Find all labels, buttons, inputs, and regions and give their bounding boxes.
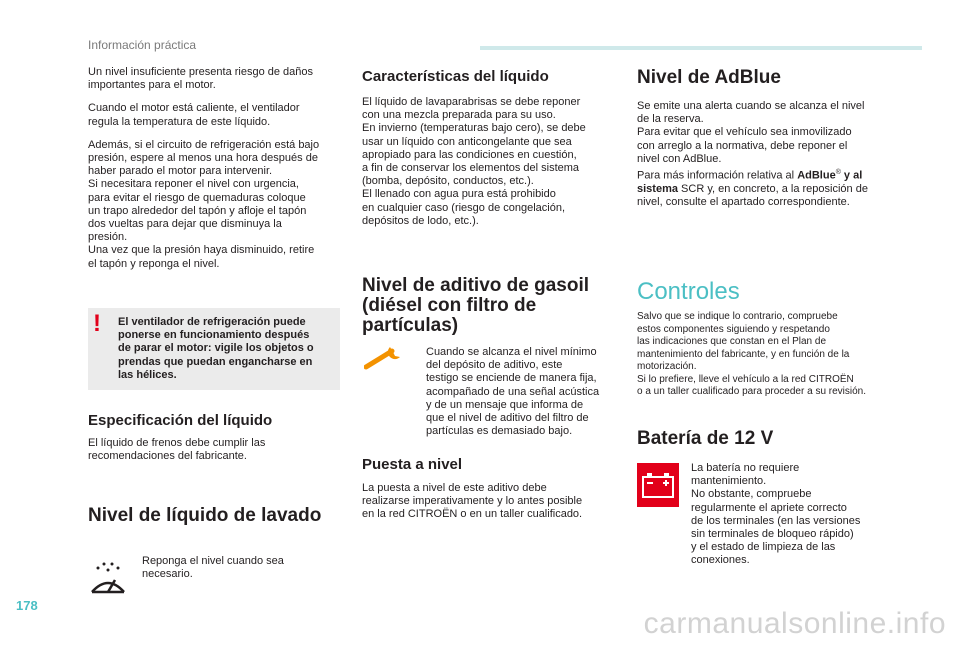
adblue-text-a: Se emite una alerta cuando se alcanza el nivel de la reserva. Para evitar que el vehículo sea inmovilizado con arreglo a la normativa, debe reponer el nivel con AdBlue. Para más información relativa al [637, 100, 865, 182]
adblue-text-b: SCR y, en concreto, a la reposición de nivel, consulte el apartado correspondiente. [637, 182, 868, 209]
battery-heading: Batería de 12 V [637, 428, 774, 449]
header-bar [480, 46, 922, 50]
additive-text: Cuando se alcanza el nivel mínimo del depósito de aditivo, este testigo se enciende de manera fija, acompañado de una señal acústica y de un mensaje que informa de que el nivel de aditivo del filtro de partículas es demasiado bajo. [426, 346, 600, 438]
watermark: carmanualsonline.info [643, 607, 946, 640]
paragraph-fan: Cuando el motor está caliente, el ventilador regula la temperatura de este líquido. [88, 102, 300, 128]
additive-heading: Nivel de aditivo de gasoil (diésel con filtro de partículas) [362, 275, 590, 336]
wash-text: Reponga el nivel cuando sea necesario. [142, 555, 284, 581]
characteristics-text: El líquido de lavaparabrisas se debe reponer con una mezcla preparada para su uso. En invierno (temperaturas bajo cero), se debe usar un líquido con anticongelante que sea apropiado para las condiciones en cuestión, a fin de conservar los elementos del sistema (bomba, depósito, conductos, etc.). El llenado con agua pura está prohibido en cualquier caso (riesgo de congelación, depósitos de lodo, etc.). [362, 96, 586, 227]
adblue-heading: Nivel de AdBlue [637, 67, 781, 88]
wrench-icon [364, 345, 404, 376]
adblue-text [637, 100, 897, 209]
wiper-fluid-icon [88, 560, 128, 603]
adblue-registered: ® [835, 169, 841, 177]
warning-box [88, 308, 340, 390]
page-number: 178 [16, 598, 38, 613]
paragraph-pressure: Además, si el circuito de refrigeración está bajo presión, espere al menos una hora después de haber parado el motor para intervenir. Si necesitara reponer el nivel con urgencia, para evitar el riesgo de quemaduras coloque un trapo alrededor del tapón y afloje el tapón dos vueltas para dejar que disminuya la presión. Una vez que la presión haya disminuido, retire el tapón y reponga el nivel. [88, 138, 320, 270]
warning-exclamation-icon: ! [93, 310, 101, 337]
adblue-bold: AdBlue [797, 169, 836, 182]
spec-heading: Especificación del líquido [88, 412, 273, 429]
spec-text: El líquido de frenos debe cumplir las recomendaciones del fabricante. [88, 437, 266, 463]
battery-icon [637, 463, 679, 512]
section-header: Información práctica [88, 38, 197, 52]
reset-heading: Puesta a nivel [362, 456, 463, 473]
paragraph-low-level: Un nivel insuficiente presenta riesgo de daños importantes para el motor. [88, 66, 314, 92]
column-left [88, 66, 343, 271]
battery-text: La batería no requiere mantenimiento. No obstante, compruebe regularmente el apriete correcto de los terminales (en las versiones sin terminales de bloqueo rápido) y el estado de limpieza de las conexiones. [691, 462, 861, 567]
warning-text: El ventilador de refrigeración puede ponerse en funcionamiento después de parar el motor: vigile los objetos o prendas que puedan engancharse en las hélices. [118, 316, 314, 381]
controls-heading: Controles [637, 278, 740, 305]
adblue-bold-system: y al sistema [637, 169, 863, 195]
wash-heading: Nivel de líquido de lavado [88, 505, 322, 526]
controls-text: Salvo que se indique lo contrario, compruebe estos componentes siguiendo y respetando las indicaciones que constan en el Plan de mantenimiento del fabricante, y en función de la motorización. Si lo prefiere, lleve el vehículo a la red CITROËN o a un taller cualificado para proceder a su revisión. [637, 311, 867, 397]
characteristics-heading: Características del líquido [362, 68, 549, 85]
reset-text: La puesta a nivel de este aditivo debe realizarse imperativamente y lo antes posible en la red CITROËN o en un taller cualificado. [362, 482, 583, 521]
